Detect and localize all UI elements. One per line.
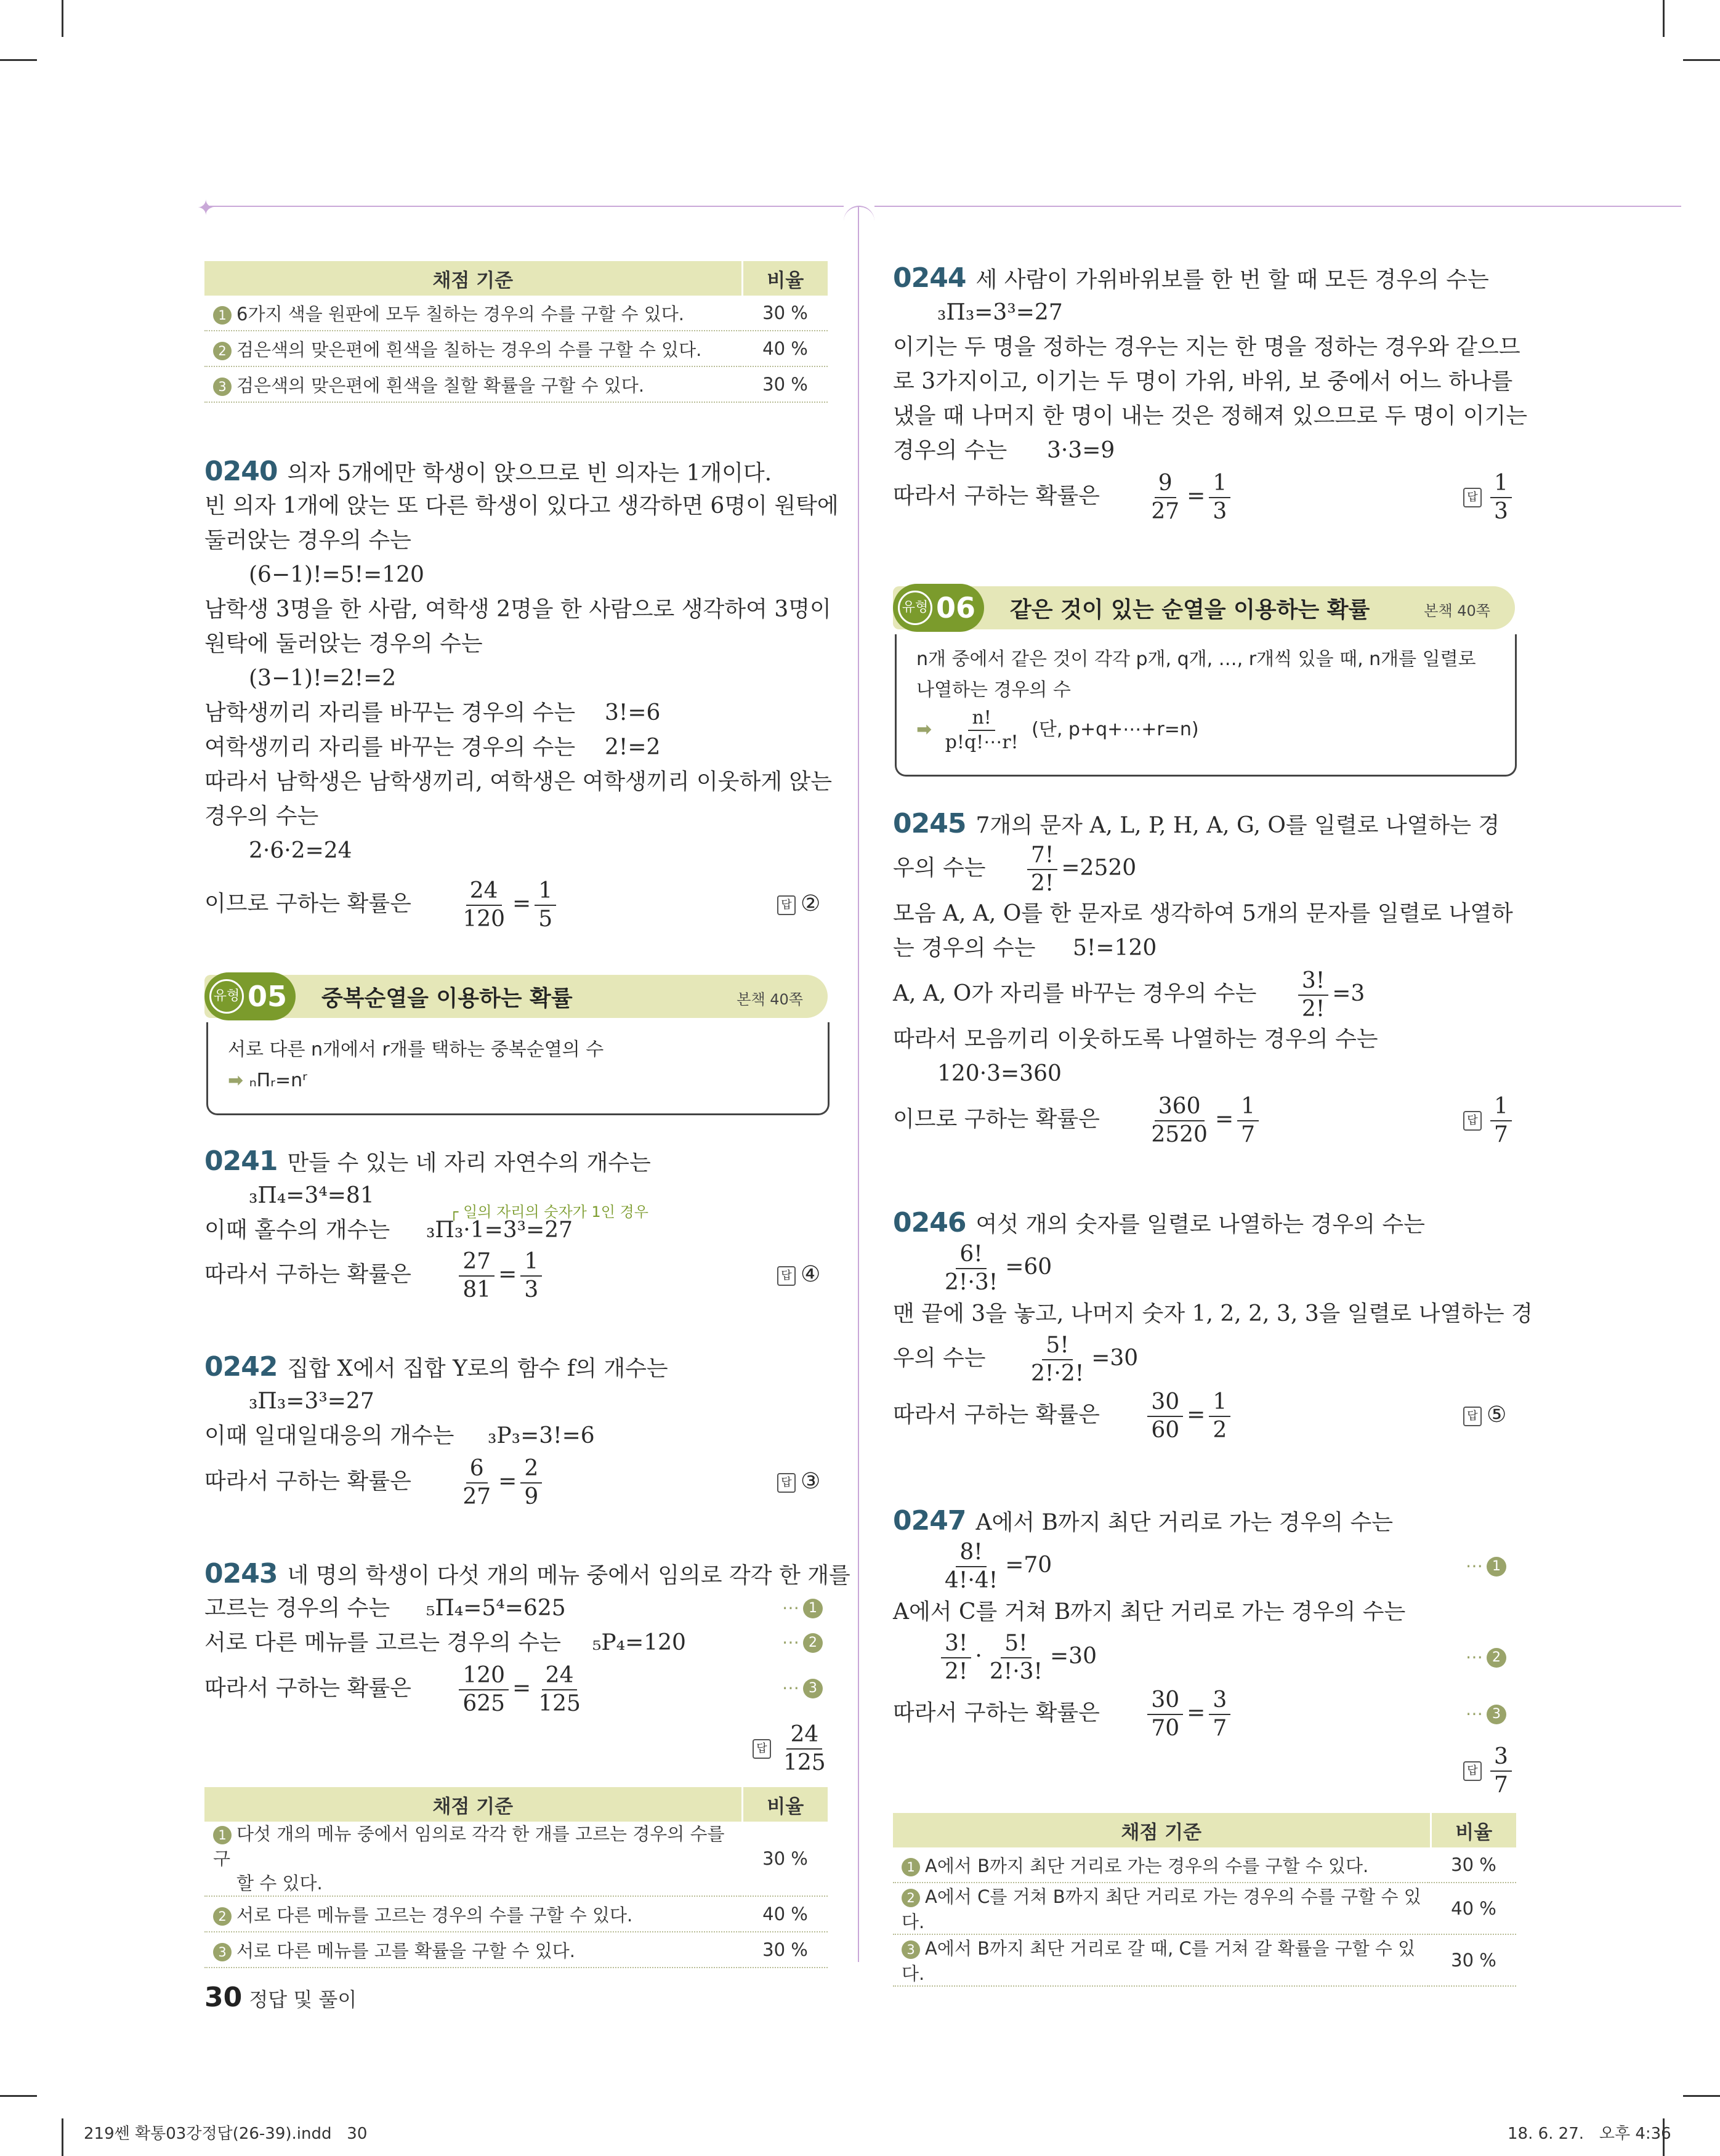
table-header: 채점 기준 xyxy=(204,261,742,296)
crop-mark xyxy=(1683,59,1720,61)
slug-file: 219쎈 확통03강정답(26-39).indd 30 xyxy=(84,2125,368,2143)
answer-icon: 답 xyxy=(777,1266,796,1286)
answer: ② xyxy=(801,891,821,916)
type-05-header: 유형 05 중복순열을 이용하는 확률 본책 40쪽 xyxy=(204,975,828,1018)
table-row: 3 서로 다른 메뉴를 고를 확률을 구할 수 있다. 30 % xyxy=(204,1932,828,1968)
crop-mark xyxy=(0,2095,37,2097)
page-footer xyxy=(204,1982,357,2013)
page-number: 30 xyxy=(204,1982,243,2013)
header-rule xyxy=(203,206,844,207)
star-icon: ✦ xyxy=(197,196,215,220)
crop-mark xyxy=(1663,0,1665,37)
slug-date: 18. 6. 27. 오후 4:36 xyxy=(1508,2125,1671,2143)
answer-icon: 답 xyxy=(777,895,796,915)
type-06-header: 유형 06 같은 것이 있는 순열을 이용하는 확률 본책 40쪽 xyxy=(893,586,1515,629)
scoring-table-0247: 채점 기준 비율 1 A에서 B까지 최단 거리로 가는 경우의 수를 구할 수 있다. 30 % 2 A에서 C를 거쳐 B까지 최단 거리로 가는 경우의 수를 구할 수 있다. 40 % 3 A에서 B까지 최단 거리로 갈 때, C를 거쳐 갈 확률을 구할 수 있다. 30 % xyxy=(893,1813,1516,1987)
table-row: 1 A에서 B까지 최단 거리로 가는 경우의 수를 구할 수 있다. 30 % xyxy=(893,1847,1516,1883)
column-divider xyxy=(858,207,859,1962)
table-row: 1 6가지 색을 원판에 모두 칠하는 경우의 수를 구할 수 있다. 30 % xyxy=(204,296,828,331)
table-row: 2 검은색의 맞은편에 흰색을 칠하는 경우의 수를 구할 수 있다. 40 % xyxy=(204,331,828,366)
table-row: 3 A에서 B까지 최단 거리로 갈 때, C를 거쳐 갈 확률을 구할 수 있다. 30 % xyxy=(893,1934,1516,1986)
divider-curve xyxy=(844,206,874,225)
answer-icon: 답 xyxy=(1463,1407,1482,1426)
answer-icon: 답 xyxy=(753,1739,771,1759)
crop-mark xyxy=(62,2118,63,2156)
crop-mark xyxy=(1683,2095,1720,2097)
table-header-ratio: 비율 xyxy=(742,261,828,296)
header-rule xyxy=(874,206,1681,207)
arrow-icon: ➡ xyxy=(228,1070,244,1091)
answer-icon: 답 xyxy=(1463,488,1482,507)
table-row: 1 다섯 개의 메뉴 중에서 임의로 각각 한 개를 고르는 경우의 수를 구 할 수 있다. 30 % xyxy=(204,1822,828,1896)
scoring-table-0243: 채점 기준 비율 1 다섯 개의 메뉴 중에서 임의로 각각 한 개를 고르는 경우의 수를 구 할 수 있다. 30 % 2 서로 다른 메뉴를 고르는 경우의 수를 구할 수 있다. 40 % 3 서로 다른 메뉴를 고를 확률을 구할 수 있다. 30 % xyxy=(204,1787,828,1968)
table-row: 3 검은색의 맞은편에 흰색을 칠할 확률을 구할 수 있다. 30 % xyxy=(204,366,828,402)
footer-label: 정답 및 풀이 xyxy=(249,1988,357,2011)
table-row: 2 서로 다른 메뉴를 고르는 경우의 수를 구할 수 있다. 40 % xyxy=(204,1896,828,1932)
answer-icon: 답 xyxy=(777,1473,796,1493)
answer-icon: 답 xyxy=(1463,1111,1482,1131)
table-row: 2 A에서 C를 거쳐 B까지 최단 거리로 가는 경우의 수를 구할 수 있다. 40 % xyxy=(893,1883,1516,1934)
crop-mark xyxy=(62,0,63,37)
arrow-icon: ➡ xyxy=(916,719,932,740)
crop-mark xyxy=(0,59,37,61)
scoring-table-0239 xyxy=(204,261,828,403)
answer-icon: 답 xyxy=(1463,1761,1482,1781)
